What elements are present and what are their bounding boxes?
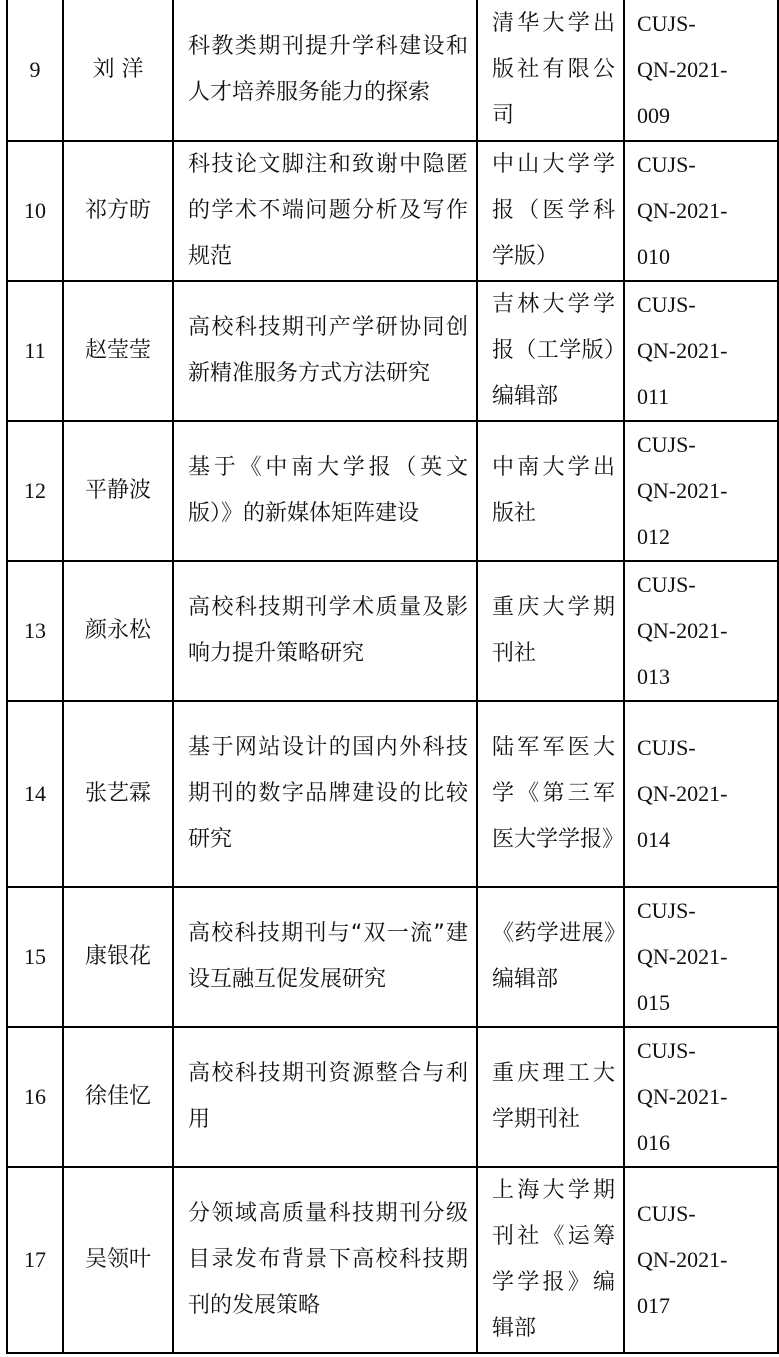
table-row: [7, 0, 778, 141]
person-name: 刘 洋: [63, 0, 173, 141]
row-number: 12: [7, 421, 63, 561]
organization: 中山大学学报（医学科学版）: [477, 141, 624, 281]
project-title: 科技论文脚注和致谢中隐匿的学术不端问题分析及写作规范: [173, 141, 477, 281]
person-name: 祁方昉: [63, 141, 173, 281]
organization: 上海大学期刊社《运筹学学报》编辑部: [477, 1167, 624, 1353]
project-code: CUJS- QN-2021- 017: [624, 1167, 778, 1353]
person-name: 平静波: [63, 421, 173, 561]
row-number: 11: [7, 281, 63, 421]
person-name: 赵莹莹: [63, 281, 173, 421]
table-row: [7, 1027, 778, 1167]
table-row: [7, 561, 778, 701]
table-row: [7, 281, 778, 421]
row-number: 15: [7, 887, 63, 1027]
organization: 重庆理工大学期刊社: [477, 1027, 624, 1167]
row-number: 17: [7, 1167, 63, 1353]
organization: 中南大学出版社: [477, 421, 624, 561]
organization: 清华大学出版社有限公司: [477, 0, 624, 141]
table-row: [7, 701, 778, 887]
row-number: 16: [7, 1027, 63, 1167]
project-code: CUJS- QN-2021- 014: [624, 701, 778, 887]
person-name: 颜永松: [63, 561, 173, 701]
project-code: CUJS- QN-2021- 010: [624, 141, 778, 281]
table-row: [7, 141, 778, 281]
project-code: CUJS- QN-2021- 011: [624, 281, 778, 421]
organization: 《药学进展》编辑部: [477, 887, 624, 1027]
project-table: [6, 0, 779, 1354]
table-row: [7, 1167, 778, 1353]
project-code: CUJS- QN-2021- 016: [624, 1027, 778, 1167]
table-row: [7, 887, 778, 1027]
project-title: 科教类期刊提升学科建设和人才培养服务能力的探索: [173, 0, 477, 141]
person-name: 张艺霖: [63, 701, 173, 887]
project-title: 基于《中南大学报（英文版）》的新媒体矩阵建设: [173, 421, 477, 561]
table-row: [7, 421, 778, 561]
row-number: 14: [7, 701, 63, 887]
person-name: 康银花: [63, 887, 173, 1027]
row-number: 13: [7, 561, 63, 701]
project-title: 基于网站设计的国内外科技期刊的数字品牌建设的比较研究: [173, 701, 477, 887]
row-number: 10: [7, 141, 63, 281]
project-title: 高校科技期刊产学研协同创新精准服务方式方法研究: [173, 281, 477, 421]
project-code: CUJS- QN-2021- 009: [624, 0, 778, 141]
project-title: 高校科技期刊与“双一流”建设互融互促发展研究: [173, 887, 477, 1027]
project-code: CUJS- QN-2021- 012: [624, 421, 778, 561]
organization: 陆军军医大学《第三军医大学学报》: [477, 701, 624, 887]
row-number: 9: [7, 0, 63, 141]
project-title: 分领域高质量科技期刊分级目录发布背景下高校科技期刊的发展策略: [173, 1167, 477, 1353]
organization: 吉林大学学报（工学版）编辑部: [477, 281, 624, 421]
organization: 重庆大学期刊社: [477, 561, 624, 701]
project-title: 高校科技期刊学术质量及影响力提升策略研究: [173, 561, 477, 701]
project-code: CUJS- QN-2021- 015: [624, 887, 778, 1027]
project-title: 高校科技期刊资源整合与利用: [173, 1027, 477, 1167]
person-name: 徐佳忆: [63, 1027, 173, 1167]
person-name: 吴领叶: [63, 1167, 173, 1353]
project-code: CUJS- QN-2021- 013: [624, 561, 778, 701]
